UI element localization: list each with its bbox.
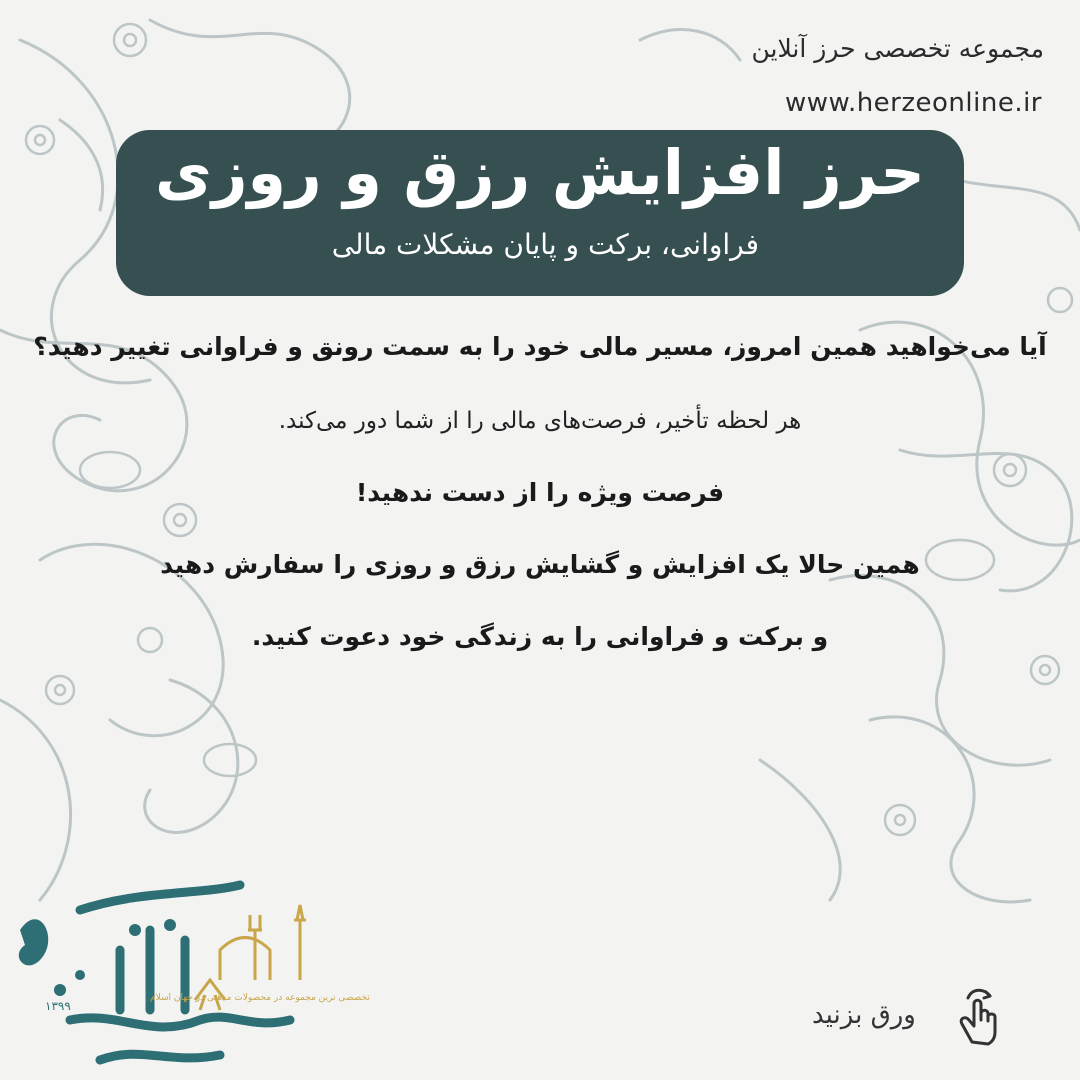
collection-name: مجموعه تخصصی حرز آنلاین <box>751 34 1044 63</box>
page-subtitle: فراوانی، برکت و پایان مشکلات مالی <box>331 228 759 261</box>
swipe-hint-label[interactable]: ورق بزنید <box>812 1000 916 1030</box>
question-text: آیا می‌خواهید همین امروز، مسیر مالی خود را به سمت رونق و فراوانی تغییر دهید؟ <box>33 332 1047 361</box>
order-call-to-action: همین حالا یک افزایش و گشایش رزق و روزی را سفارش دهید <box>160 550 920 579</box>
hand-swipe-icon <box>950 980 1010 1050</box>
page-title: حرز افزایش رزق و روزی <box>155 136 925 209</box>
herzeonline-logo <box>0 870 370 1080</box>
website-link[interactable]: www.herzeonline.ir <box>785 88 1042 118</box>
logo-tagline: تخصصی ترین مجموعه در محصولات مذهبی در جهان اسلام <box>150 993 370 1003</box>
offer-callout: فرصت ویژه را از دست ندهید! <box>355 478 725 507</box>
invite-abundance-text: و برکت و فراوانی را به زندگی خود دعوت کنید. <box>251 622 829 651</box>
title-card <box>116 130 964 296</box>
delay-warning-text: هر لحظه تأخیر، فرصت‌های مالی را از شما دور می‌کند. <box>278 408 802 434</box>
logo-year: ۱۳۹۹ <box>45 999 71 1013</box>
